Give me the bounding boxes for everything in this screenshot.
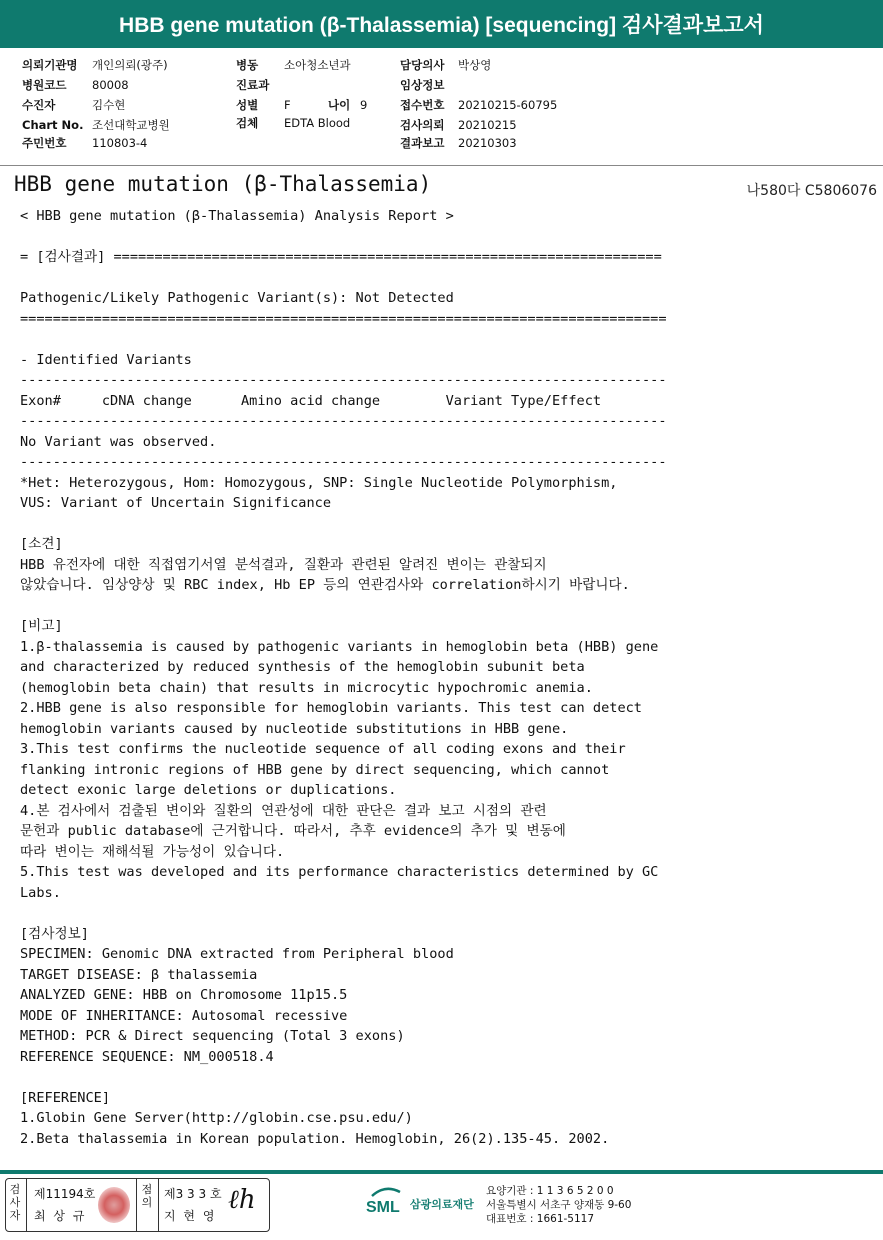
field-specimen: 검체 EDTA Blood <box>236 116 351 130</box>
sml-logo-icon <box>364 1182 406 1220</box>
report-line: ANALYZED GENE: HBB on Chromosome 11p15.5 <box>20 987 348 1003</box>
signature-divider <box>158 1179 159 1231</box>
signature-divider <box>136 1179 137 1231</box>
field-accession-number: 접수번호 20210215-60795 <box>400 98 558 112</box>
field-request-date: 검사의뢰 20210215 <box>400 118 517 132</box>
field-age: 나이 9 <box>328 98 368 112</box>
report-line: ------------------------------------------------------------------------------- <box>20 413 667 429</box>
document-code: 나580다 C5806076 <box>746 183 877 199</box>
report-line: Pathogenic/Likely Pathogenic Variant(s): Not Detected <box>20 290 454 306</box>
report-line: [비고] <box>20 618 63 634</box>
report-line: TARGET DISEASE: β thalassemia <box>20 966 258 983</box>
report-line: ------------------------------------------------------------------------------- <box>20 454 667 470</box>
organization-name: 삼광의료재단 <box>410 1198 474 1211</box>
report-title-bar <box>0 0 883 48</box>
address-line: 요양기관 : 1 1 3 6 5 2 0 0 <box>486 1185 614 1197</box>
report-line: *Het: Heterozygous, Hom: Homozygous, SNP: Single Nucleotide Polymorphism, <box>20 474 618 491</box>
field-chart-no: Chart No. 조선대학교병원 <box>22 118 170 132</box>
report-line: < HBB gene mutation (β-Thalassemia) Analysis Report > <box>20 208 454 224</box>
address-line: 대표번호 : 1661-5117 <box>486 1213 595 1225</box>
report-line: [검사정보] <box>20 925 89 942</box>
reviewer-name: 지 현 영 <box>164 1209 217 1223</box>
report-line: 문헌과 public database에 근거합니다. 따라서, 추후 evidence의 추가 및 변동에 <box>20 823 566 839</box>
examiner-name: 최 상 규 <box>34 1209 87 1223</box>
report-line <box>20 227 875 248</box>
footer-accent-bar <box>0 1170 883 1174</box>
report-line: (hemoglobin beta chain) that results in microcytic hypochromic anemia. <box>20 679 593 696</box>
report-line: ------------------------------------------------------------------------------- <box>20 372 667 388</box>
report-line: No Variant was observed. <box>20 433 217 450</box>
report-line: 5.This test was developed and its performance characteristics determined by GC <box>20 864 659 880</box>
field-department: 진료과 <box>236 78 270 92</box>
field-resident-number: 주민번호 110803-4 <box>22 136 148 150</box>
handwritten-signature-icon: ℓh <box>228 1185 256 1215</box>
report-line: 3.This test confirms the nucleotide sequence of all coding exons and their <box>20 741 626 757</box>
report-line: HBB 유전자에 대한 직접염기서열 분석결과, 질환과 관련된 알려진 변이는 관찰되지 <box>20 556 547 573</box>
field-sex: 성별 F <box>236 98 291 112</box>
reviewer-label: 점의 <box>141 1183 153 1209</box>
report-title: HBB gene mutation (β-Thalassemia) [sequencing] 검사결과보고서 <box>119 14 764 37</box>
report-line: MODE OF INHERITANCE: Autosomal recessive <box>20 1007 348 1024</box>
signature-box <box>5 1178 270 1232</box>
report-line: - Identified Variants <box>20 351 192 368</box>
document-title: HBB gene mutation (β-Thalassemia) <box>14 172 432 196</box>
report-line: detect exonic large deletions or duplications. <box>20 782 397 798</box>
report-line: 4.본 검사에서 검출된 변이와 질환의 연관성에 대한 판단은 결과 보고 시점의 관련 <box>20 802 547 819</box>
report-line: REFERENCE SEQUENCE: NM_000518.4 <box>20 1048 274 1065</box>
organization-address <box>486 1184 631 1226</box>
report-line: 2.Beta thalassemia in Korean population. Hemoglobin, 26(2).135-45. 2002. <box>20 1130 610 1147</box>
field-patient-name: 수진자 김수현 <box>22 98 126 112</box>
report-line: 1.Globin Gene Server(http://globin.cse.psu.edu/) <box>20 1110 413 1126</box>
report-line <box>20 903 875 924</box>
report-body <box>20 206 875 1149</box>
report-line: [REFERENCE] <box>20 1089 111 1106</box>
report-line: = [검사결과] =================================================================== <box>20 249 662 265</box>
field-physician: 담당의사 박상영 <box>400 58 492 72</box>
report-line <box>20 596 875 617</box>
examiner-label: 검사자 <box>9 1183 21 1222</box>
header-divider <box>0 165 883 166</box>
report-line: hemoglobin variants caused by nucleotide substitutions in HBB gene. <box>20 720 569 737</box>
sml-logo-text: SML <box>366 1199 400 1216</box>
report-line <box>20 268 875 289</box>
field-report-date: 결과보고 20210303 <box>400 136 517 150</box>
report-footer <box>0 1170 883 1240</box>
report-line: Labs. <box>20 884 61 901</box>
field-clinical-info: 임상정보 <box>400 78 445 92</box>
examiner-license: 제11194호 <box>34 1187 96 1201</box>
report-line <box>20 514 875 535</box>
report-line: 2.HBB gene is also responsible for hemoglobin variants. This test can detect <box>20 700 642 716</box>
address-line: 서울특별시 서초구 양재동 9-60 <box>486 1199 632 1211</box>
field-requesting-institution: 의뢰기관명 개인의뢰(광주) <box>22 58 168 72</box>
report-line <box>20 1067 875 1088</box>
report-line: SPECIMEN: Genomic DNA extracted from Peripheral blood <box>20 946 454 962</box>
report-line: =============================================================================== <box>20 310 667 327</box>
report-line: 1.β-thalassemia is caused by pathogenic variants in hemoglobin beta (HBB) gene <box>20 638 659 655</box>
signature-divider <box>26 1179 27 1231</box>
report-line: [소견] <box>20 536 63 552</box>
report-line: Exon# cDNA change Amino acid change Variant Type/Effect <box>20 392 602 409</box>
patient-info-header <box>0 54 883 164</box>
report-line: 따라 변이는 재해석될 가능성이 있습니다. <box>20 843 285 860</box>
field-hospital-code: 병원코드 80008 <box>22 78 129 92</box>
field-ward: 병동 소아청소년과 <box>236 58 351 72</box>
report-line: flanking intronic regions of HBB gene by direct sequencing, which cannot <box>20 761 610 778</box>
report-line: VUS: Variant of Uncertain Significance <box>20 495 331 511</box>
official-seal-icon <box>98 1187 130 1223</box>
report-line: METHOD: PCR & Direct sequencing (Total 3 exons) <box>20 1028 405 1044</box>
report-line: 않았습니다. 임상양상 및 RBC index, Hb EP 등의 연관검사와 correlation하시기 바랍니다. <box>20 577 630 593</box>
report-line <box>20 329 875 350</box>
report-line: and characterized by reduced synthesis of the hemoglobin subunit beta <box>20 659 585 675</box>
reviewer-license: 제3 3 3 호 <box>164 1187 222 1201</box>
